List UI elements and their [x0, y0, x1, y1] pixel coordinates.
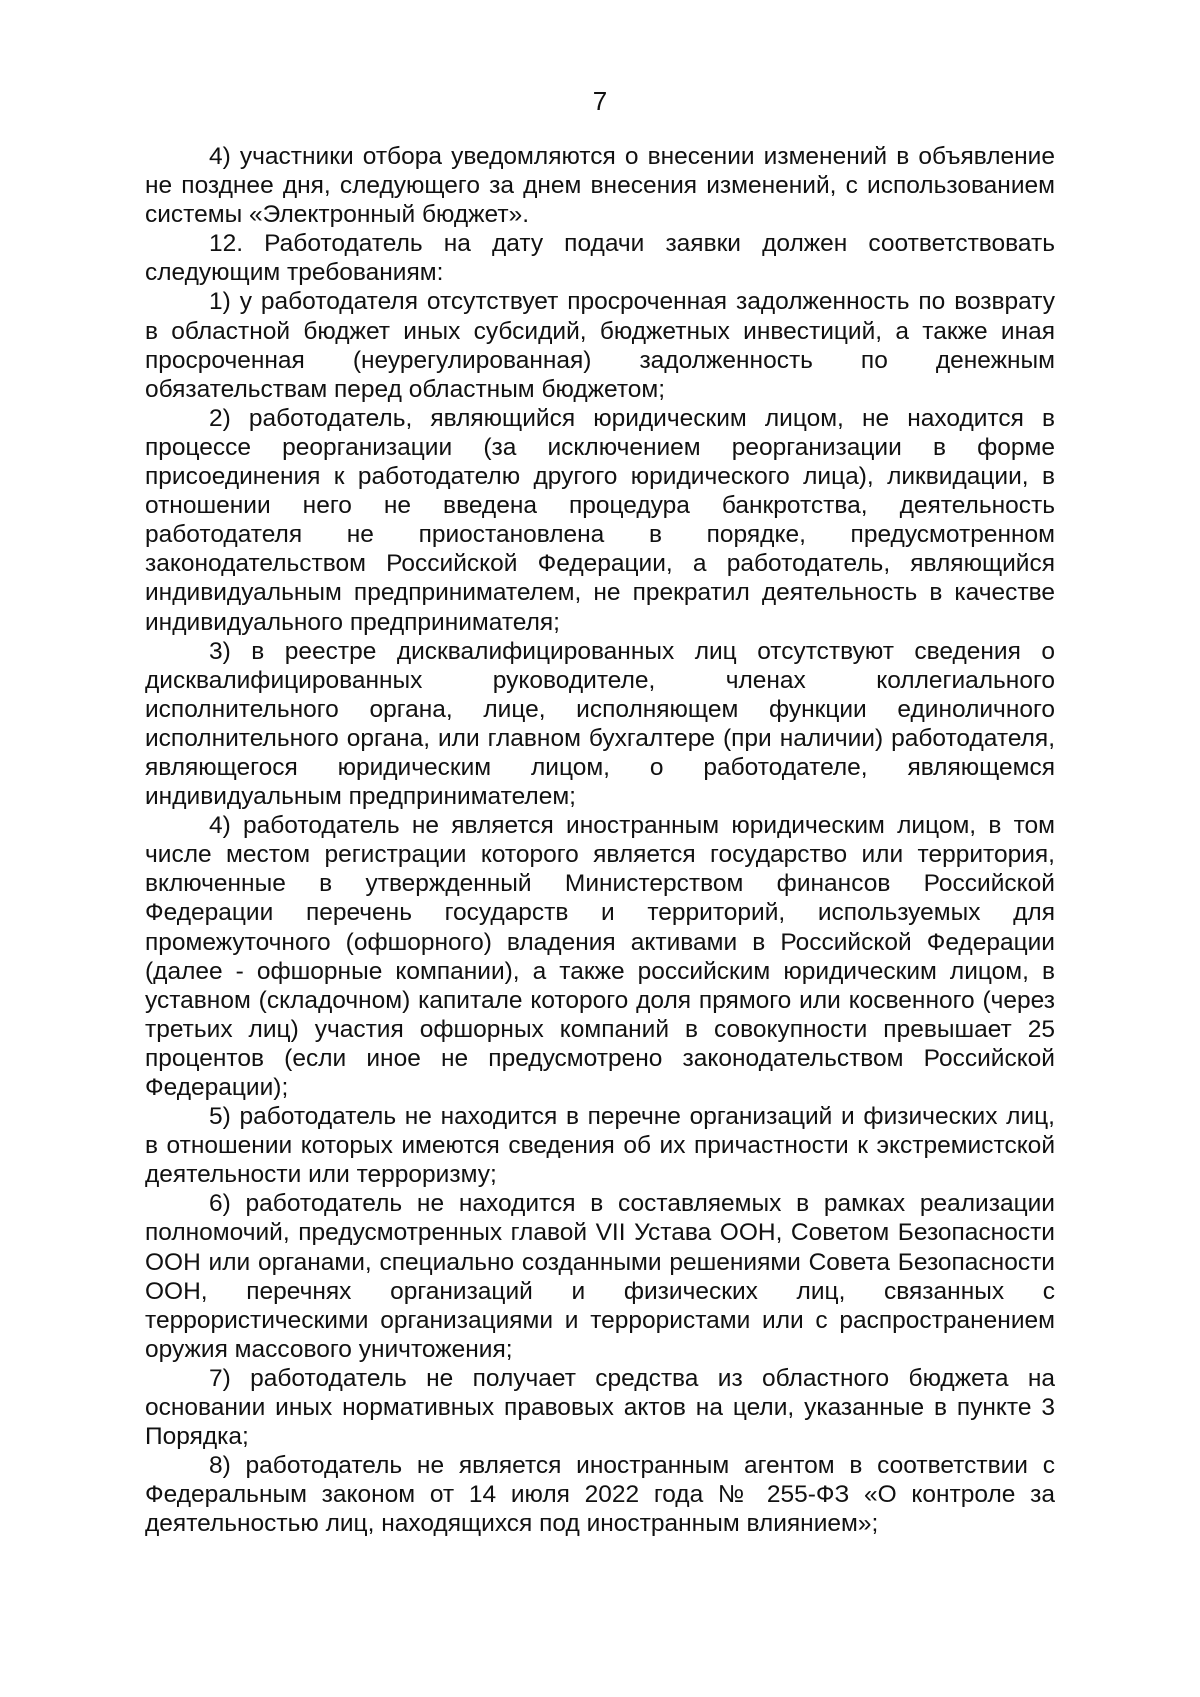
- paragraph-requirement-1: 1) у работодателя отсутствует просроченная задолженность по возврату в областной бюджет иных субсидий, бюджетных инвестиций, а также иная просроченная (неурегулированная) задолженность по денежным обязательствам перед областным бюджетом;: [145, 288, 1055, 403]
- paragraph-requirement-3: 3) в реестре дисквалифицированных лиц отсутствуют сведения о дисквалифицированных руководителе, членах коллегиального исполнительного органа, лице, исполняющем функции единоличного исполнительного органа, или главном бухгалтере (при наличии) работодателя, являющегося юридическим лицом, о работодателе, являющемся индивидуальным предпринимателем;: [145, 637, 1055, 811]
- paragraph-requirement-2: 2) работодатель, являющийся юридическим лицом, не находится в процессе реорганизации (за исключением реорганизации в форме присоединения к работодателю другого юридического лица), ликвидации, в отношении него не введена процедура банкротства, деятельность работодателя не приостановлена в порядке, предусмотренном законодательством Российской Федерации, а работодатель, являющийся индивидуальным предпринимателем, не прекратил деятельность в качестве индивидуального предпринимателя;: [145, 404, 1055, 636]
- paragraph-requirement-8: 8) работодатель не является иностранным агентом в соответствии с Федеральным законом от 14 июля 2022 года № 255-ФЗ «О контроле за деятельностью лиц, находящихся под иностранным влиянием»;: [145, 1452, 1055, 1538]
- paragraph-requirement-6: 6) работодатель не находится в составляемых в рамках реализации полномочий, предусмотренных главой VII Устава ООН, Советом Безопасности ООН или органами, специально созданными решениями Совета Безопасности ООН, перечнях организаций и физических лиц, связанных с террористическими организациями и террористами или с распространением оружия массового уничтожения;: [145, 1190, 1055, 1363]
- paragraph-requirement-7: 7) работодатель не получает средства из областного бюджета на основании иных нормативных правовых актов на цели, указанные в пункте 3 Порядка;: [145, 1364, 1055, 1451]
- paragraph-clause-12-requirements: 12. Работодатель на дату подачи заявки должен соответствовать следующим требованиям:: [145, 230, 1055, 287]
- paragraph-requirement-4: 4) работодатель не является иностранным юридическим лицом, в том числе местом регистрации которого является государство или территория, включенные в утвержденный Министерством финансов Российской Федерации перечень государств и территорий, используемых для промежуточного (офшорного) владения активами в Российской Федерации (далее - офшорные компании), а также российским юридическим лицом, в уставном (складочном) капитале которого доля прямого или косвенного (через третьих лиц) участия офшорных компаний в совокупности превышает 25 процентов (если иное не предусмотрено законодательством Российской Федерации);: [145, 812, 1055, 1101]
- paragraph-notification-of-changes: 4) участники отбора уведомляются о внесении изменений в объявление не позднее дня, следующего за днем внесения изменений, с использованием системы «Электронный бюджет».: [145, 143, 1055, 229]
- paragraph-requirement-5: 5) работодатель не находится в перечне организаций и физических лиц, в отношении которых имеются сведения об их причастности к экстремистской деятельности или терроризму;: [145, 1103, 1055, 1189]
- page-number: 7: [592, 86, 608, 116]
- document-body: [145, 142, 1055, 1539]
